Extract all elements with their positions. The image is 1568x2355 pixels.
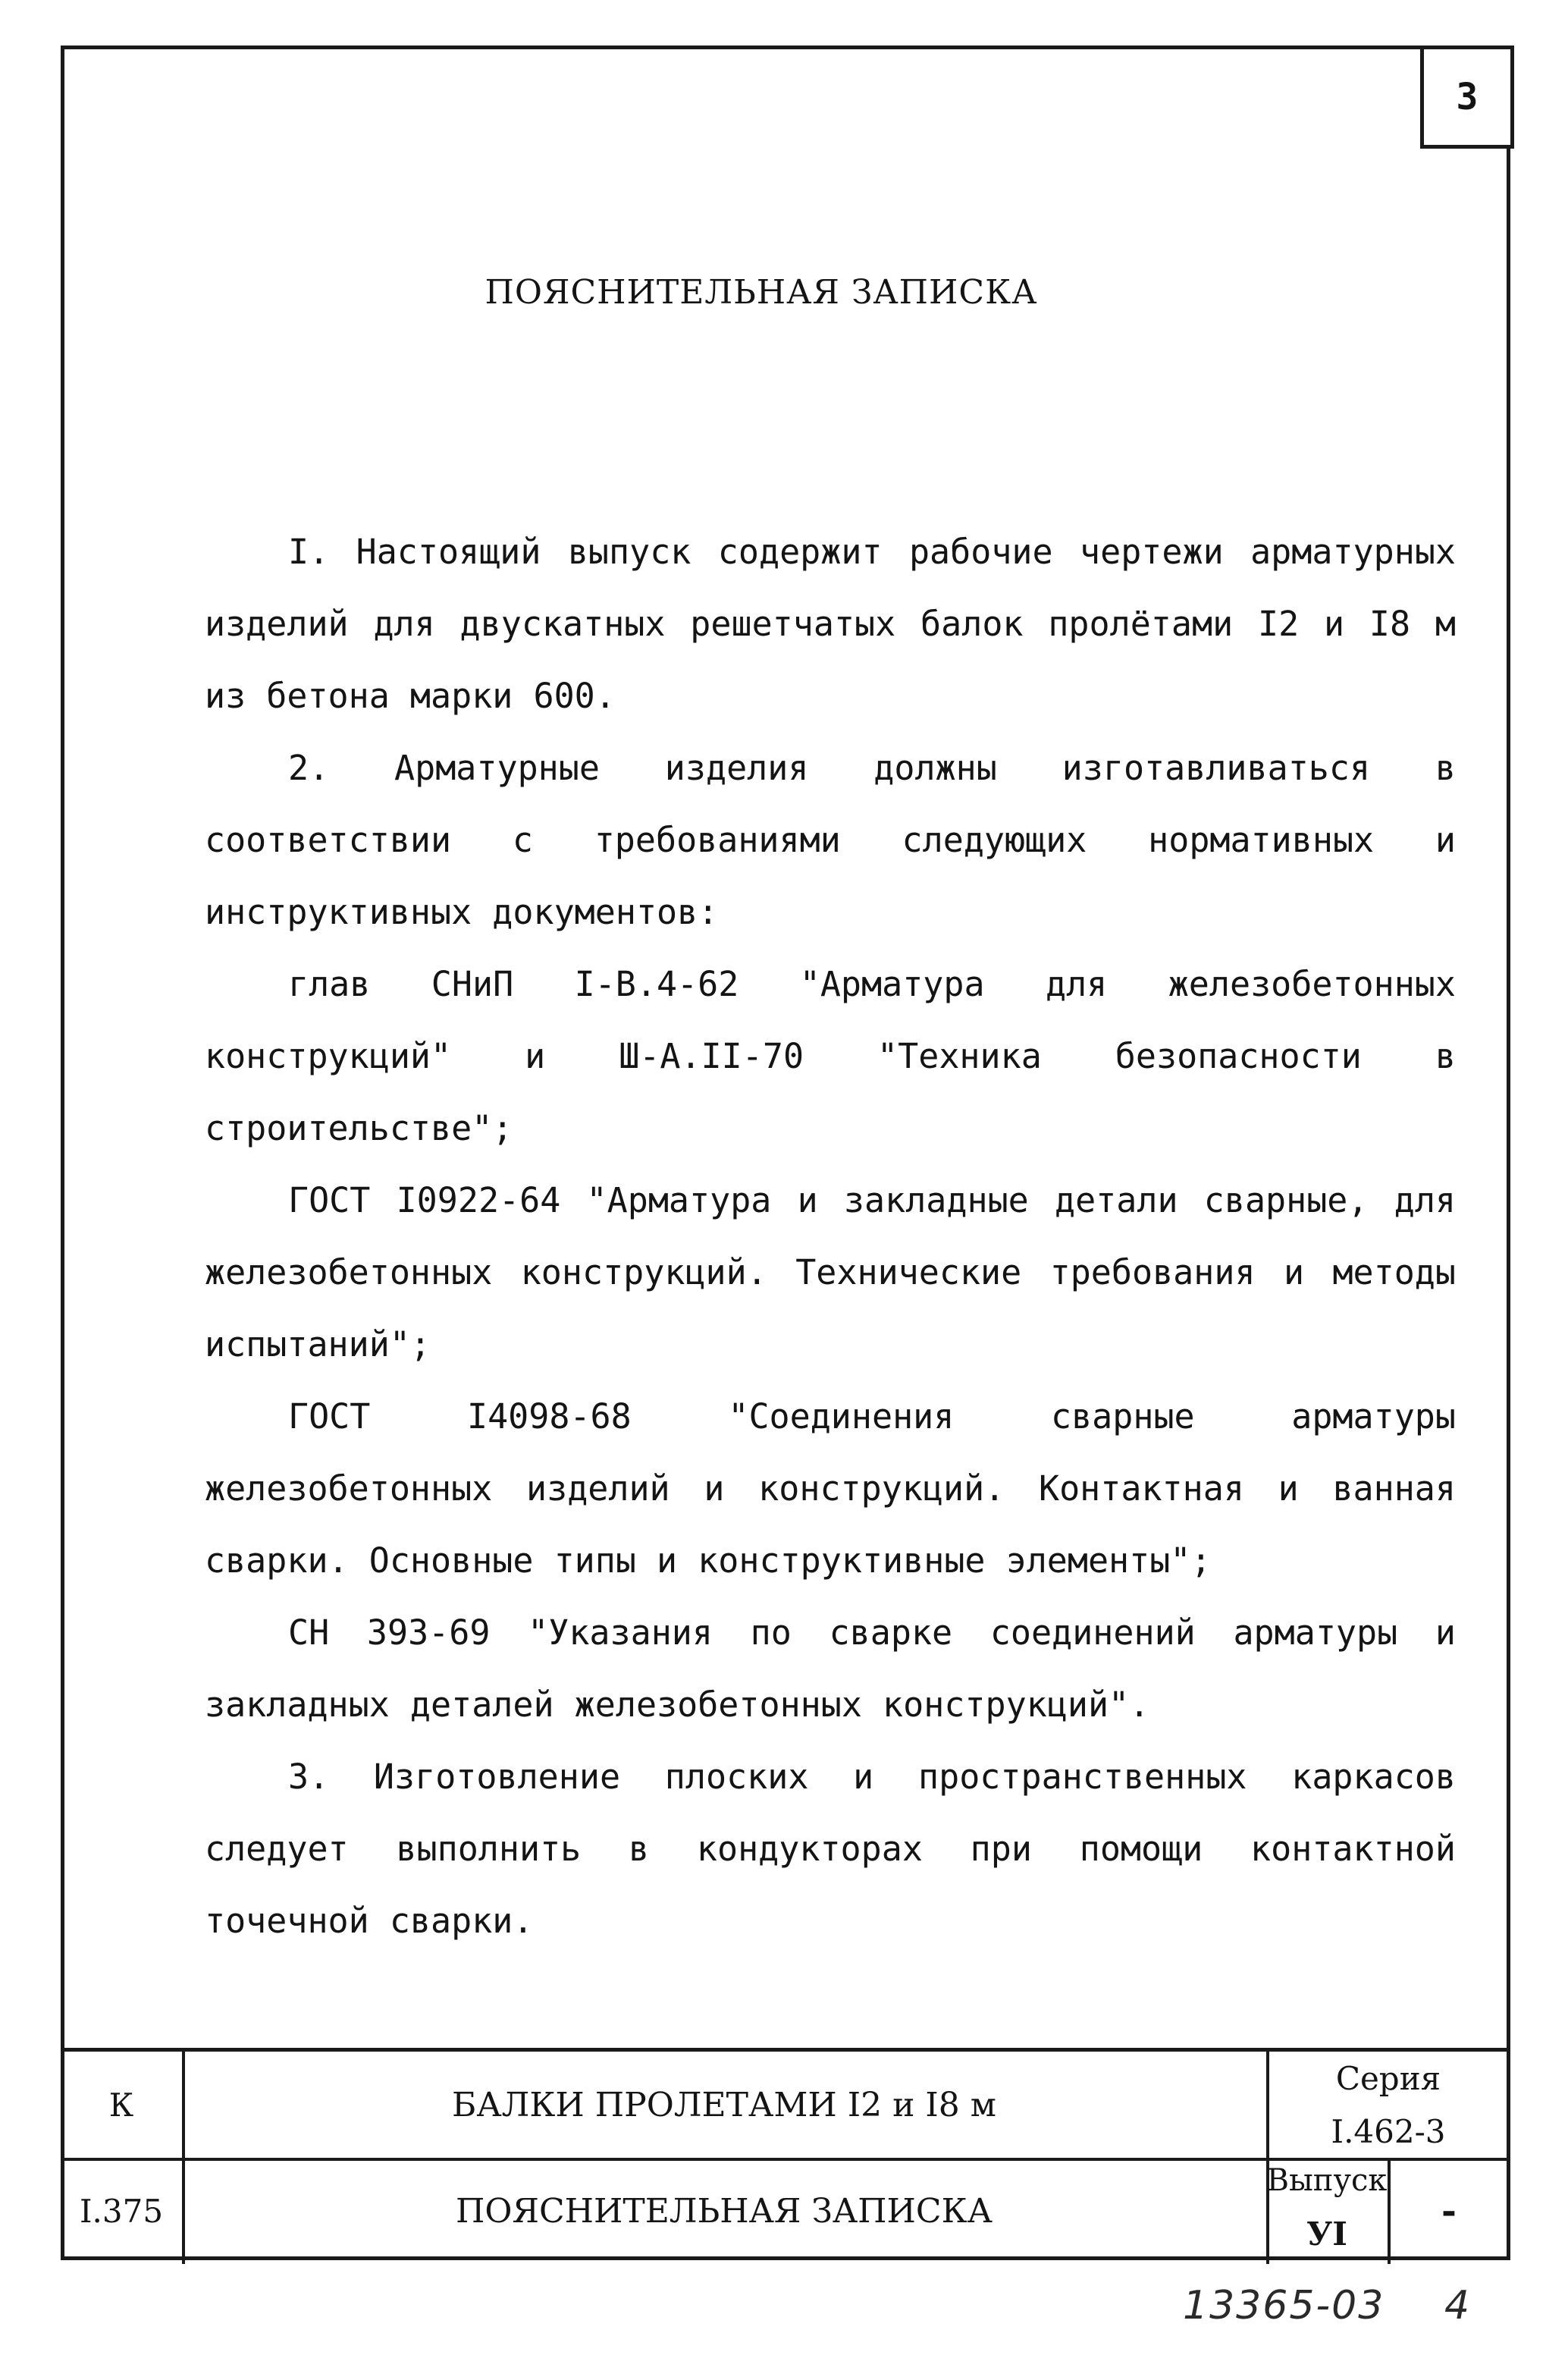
series-label: Серия bbox=[1335, 2059, 1441, 2097]
paragraph: 3. Изготовление плоских и пространственных каркасов следует выполнить в кондукторах при помощи контактной точечной сварки. bbox=[205, 1757, 1456, 1941]
sheet-title-cell bbox=[182, 2158, 1266, 2264]
handwritten-number: 4 bbox=[1444, 2283, 1470, 2328]
paragraph: I. Настоящий выпуск содержит рабочие чертежи арматурных изделий для двускатных решетчатых балок пролётами I2 и I8 м из бетона марки 600. bbox=[205, 532, 1456, 716]
document-title: ПОЯСНИТЕЛЬНАЯ ЗАПИСКА bbox=[485, 273, 1038, 312]
paragraph: СН 393-69 "Указания по сварке соединений арматуры и закладных деталей железобетонных конструкций". bbox=[205, 1612, 1456, 1725]
project-title: БАЛКИ ПРОЛЕТАМИ I2 и I8 м bbox=[451, 2085, 996, 2124]
sheet-title: ПОЯСНИТЕЛЬНАЯ ЗАПИСКА bbox=[456, 2191, 993, 2231]
issue-value: УI bbox=[1306, 2215, 1347, 2253]
project-title-cell bbox=[182, 2052, 1266, 2158]
document-body bbox=[205, 516, 1456, 1957]
k-label-cell bbox=[61, 2052, 182, 2158]
paragraph: глав СНиП I-В.4-62 "Арматура для железобетонных конструкций" и Ш-А.II-70 "Техника безопасности в строительстве"; bbox=[205, 964, 1456, 1148]
paragraph: ГОСТ I0922-64 "Арматура и закладные детали сварные, для железобетонных конструкций. Технические требования и методы испытаний"; bbox=[205, 1180, 1456, 1364]
sheet-mark-cell bbox=[1388, 2158, 1510, 2264]
sheet-mark: - bbox=[1441, 2190, 1457, 2232]
series-label-cell bbox=[1266, 2052, 1510, 2105]
paragraph: ГОСТ I4098-68 "Соединения сварные арматуры железобетонных изделий и конструкций. Контактная и ванная сварки. Основные типы и конструктивные элементы"; bbox=[205, 1396, 1456, 1581]
title-block bbox=[61, 2048, 1510, 2260]
paragraph: 2. Арматурные изделия должны изготавливаться в соответствии с требованиями следующих нормативных и инструктивных документов: bbox=[205, 748, 1456, 932]
k-label: К bbox=[108, 2086, 134, 2124]
k-number-cell bbox=[61, 2158, 182, 2264]
k-number: I.375 bbox=[79, 2192, 164, 2230]
series-value-cell bbox=[1266, 2105, 1510, 2158]
series-value: I.462-3 bbox=[1331, 2112, 1446, 2150]
issue-label: Выпуск bbox=[1266, 2163, 1388, 2198]
issue-value-cell bbox=[1266, 2203, 1388, 2264]
handwritten-code: 13365-03 bbox=[1183, 2283, 1385, 2328]
page-number: 3 bbox=[1456, 76, 1479, 118]
page-number-box bbox=[1420, 46, 1514, 149]
issue-label-cell bbox=[1266, 2158, 1388, 2203]
